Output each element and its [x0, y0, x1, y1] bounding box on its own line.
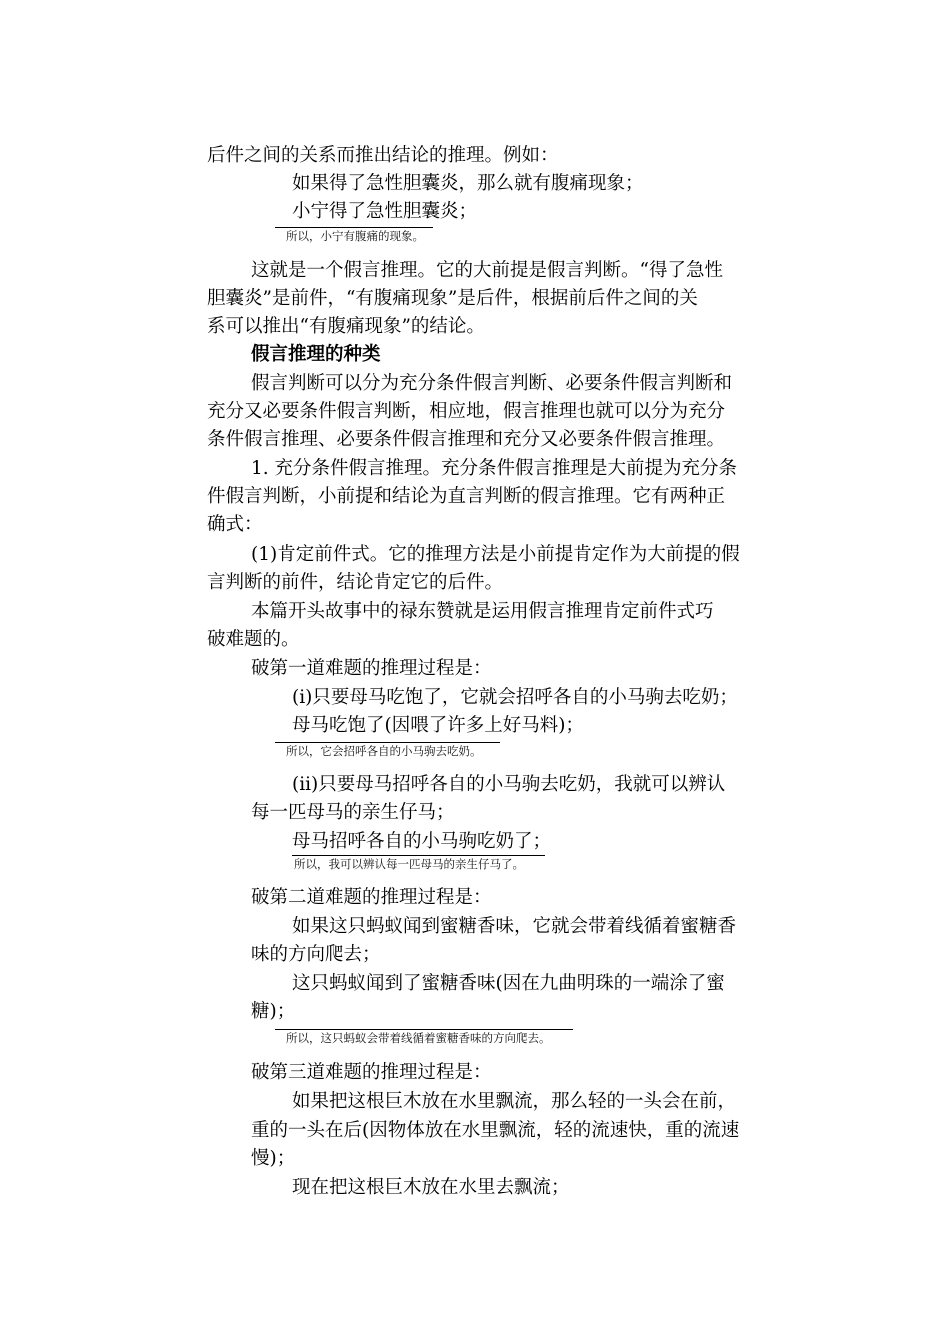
- conclusion-line: 所以，它会招呼各自的小马驹去吃奶。: [286, 744, 482, 758]
- conclusion-rule: [275, 227, 433, 228]
- premise-line: 母马吃饱了(因喂了许多上好马料)；: [292, 715, 584, 736]
- premise-line: 慢)；: [251, 1148, 296, 1169]
- premise-line: 现在把这根巨木放在水里去飘流；: [292, 1177, 570, 1198]
- premise-line: 如果这只蚂蚁闻到蜜糖香味，它就会带着线循着蜜糖香: [292, 916, 737, 937]
- text-line: 假言判断可以分为充分条件假言判断、必要条件假言判断和: [251, 373, 733, 394]
- premise-line: 母马招呼各自的小马驹吃奶了；: [292, 831, 552, 852]
- premise-line: 味的方向爬去；: [251, 944, 381, 965]
- text-line: 1. 充分条件假言推理。充分条件假言推理是大前提为充分条: [251, 458, 738, 479]
- text-line: 充分又必要条件假言判断，相应地，假言推理也就可以分为充分: [207, 401, 726, 422]
- text-line: 破第一道难题的推理过程是：: [251, 658, 492, 679]
- premise-line: (ii)只要母马招呼各自的小马驹去吃奶，我就可以辨认: [292, 774, 726, 795]
- text-line: 件假言判断，小前提和结论为直言判断的假言推理。它有两种正: [207, 486, 726, 507]
- text-line: 胆囊炎”是前件，“有腹痛现象”是后件，根据前后件之间的关: [207, 288, 698, 309]
- section-heading: 假言推理的种类: [251, 344, 381, 365]
- text-line: 破第三道难题的推理过程是：: [251, 1062, 492, 1083]
- text-line: 本篇开头故事中的禄东赞就是运用假言推理肯定前件式巧: [251, 601, 714, 622]
- conclusion-rule: [275, 1029, 573, 1030]
- premise-line: 如果把这根巨木放在水里飘流，那么轻的一头会在前，: [292, 1091, 737, 1112]
- text-line: 系可以推出“有腹痛现象”的结论。: [207, 316, 485, 337]
- text-line: 破第二道难题的推理过程是：: [251, 887, 492, 908]
- text-line: 言判断的前件，结论肯定它的后件。: [207, 572, 504, 593]
- text-line: 确式：: [207, 514, 263, 535]
- conclusion-line: 所以，这只蚂蚁会带着线循着蜜糖香味的方向爬去。: [286, 1031, 551, 1045]
- text-line: (1)肯定前件式。它的推理方法是小前提肯定作为大前提的假: [251, 544, 740, 565]
- premise-line: 小宁得了急性胆囊炎；: [292, 201, 478, 222]
- text-line: 这就是一个假言推理。它的大前提是假言判断。“得了急性: [251, 260, 723, 281]
- premise-line: 每一匹母马的亲生仔马；: [251, 802, 455, 823]
- text-line: 后件之间的关系而推出结论的推理。例如：: [207, 145, 559, 166]
- conclusion-line: 所以，我可以辨认每一匹母马的亲生仔马了。: [294, 857, 524, 871]
- conclusion-line: 所以，小宁有腹痛的现象。: [286, 229, 424, 243]
- premise-line: 糖)；: [251, 1001, 296, 1022]
- conclusion-rule: [275, 742, 500, 743]
- premise-line: (i)只要母马吃饱了，它就会招呼各自的小马驹去吃奶；: [292, 687, 738, 708]
- premise-line: 如果得了急性胆囊炎，那么就有腹痛现象；: [292, 173, 644, 194]
- conclusion-rule: [292, 855, 545, 856]
- premise-line: 这只蚂蚁闻到了蜜糖香味(因在九曲明珠的一端涂了蜜: [292, 973, 725, 994]
- premise-line: 重的一头在后(因物体放在水里飘流，轻的流速快，重的流速: [251, 1120, 740, 1141]
- text-line: 条件假言推理、必要条件假言推理和充分又必要条件假言推理。: [207, 429, 726, 450]
- text-line: 破难题的。: [207, 629, 300, 650]
